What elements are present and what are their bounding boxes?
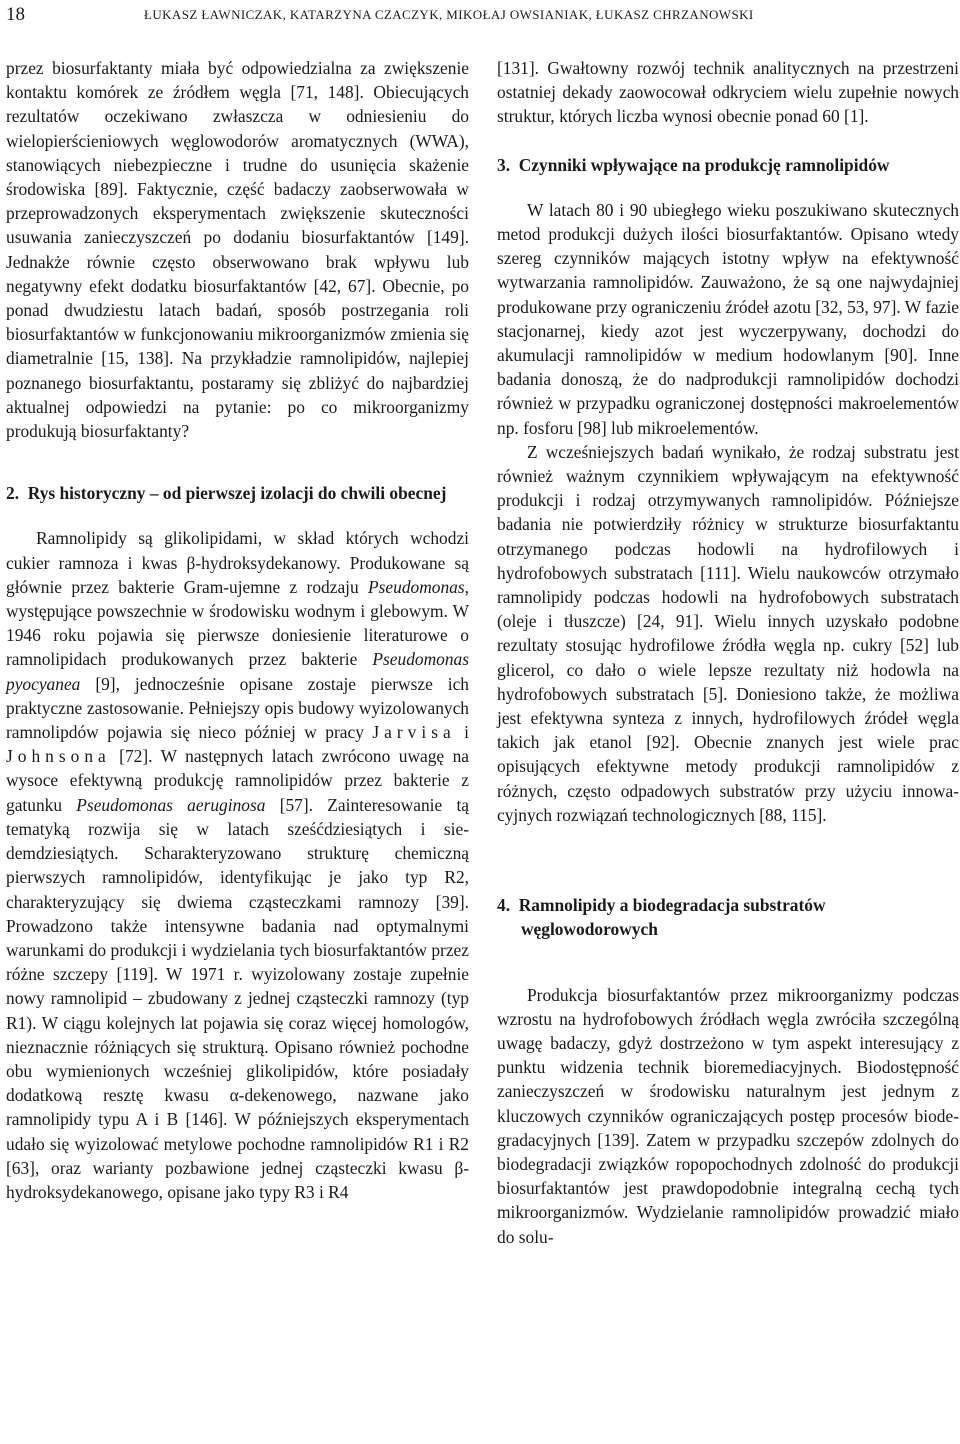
- spacer: [6, 505, 469, 526]
- species-name: Pseudomonas aeruginosa: [76, 794, 266, 815]
- section-4-title: Ramnolipidy a biodegradacja substratów węglowodorowych: [518, 895, 826, 940]
- spacer: [497, 129, 959, 153]
- spacer: [6, 443, 469, 481]
- text-run: [57]. Zainteresowanie tą tematyką rozwija się w latach sześćdziesiątych i siedemdziesiątych. Scharakteryzowano strukturę chemiczną pierwszych ramnolipidów, identyfikując je jako typ R2, charakteryzujący się dwiema cząsteczkami ramnozy [39]. Prowadzono także intensywne badania nad optymalnymi warunkami do produkcji i wydzielania tych biosurfaktantów przez różne szczepy [119]. W 1971 r. wyizolowany zostaje zupełnie nowy ramnolipid – zbudowany z jednej cząsteczki ramnozy (typ R1). W ciągu kolejnych lat pojawia się coraz więcej homologów, nieznacznie różniących się strukturą. Opisano również pochodne obu wymienionych wcześniej glikolipidów, które posiadały dodatkową resztę kwasu α-dekenowego, nazwane jako ramnolipidy typu A i B [146]. W późniejszych eksperymentach udało się wyizolować metylowe pochodne ramnolipidów R1 i R2 [63], oraz warianty pozbawione jednej cząsteczki kwasu β-hydroksydekanowego, opisane jako typy R3 i R4: [6, 794, 470, 1202]
- spacer: [497, 942, 959, 983]
- paragraph-factors: W latach 80 i 90 ubiegłego wieku poszukiwano skutecznych metod produkcji dużych ilości biosurfaktantów. Opisano wtedy szereg czynników mających istotny wpływ na efektywność wytwarzania ramnolipidów. Zauważono, że są one najwydajniej produkowane przy ograniczeniu źródeł azotu [32, 53, 97]. W fazie stacjonarnej, kiedy azot jest wyczerpywany, dochodzi do akumulacji ramnolipidów w medium hodowlanym [90]. Inne badania donoszą, że do nadprodukcji ramnolipidów dochodzi również w przypadku ograniczonej dostępności makroelementów np. fosforu [98] lub mikroelementów.: [497, 199, 959, 438]
- spacer: [497, 177, 959, 198]
- section-2-heading: [6, 481, 469, 505]
- paragraph-substrates: Z wcześniejszych badań wynikało, że rodzaj substratu jest również ważnym czynnikiem wpływającym na efektywność produkcji i rodzaj otrzymywanych ramnolipidów. Późniejsze badania nie potwierdziły różnicy w strukturze biosurfaktantu otrzymanego podczas hodowli na hydrofilowych i hydrofobowych substratach [111]. Wielu naukowców otrzymało ramnolipidy podczas hodowli na hydrofobowych substratach (oleje i tłuszcze) [24, 91]. Wielu innych uzyskało podobne rezultaty stosując hydrofilowe źródła węgla np. cukry [52] lub glicerol, co dało o wiele lepsze rezultaty niż hodowla na hydrofobowych substratach [5]. Doniesiono także, że możliwa jest efektywna synteza z innych, hydrofilowych źródeł węgla takich jak etanol [92]. Obecnie znanych jest wiele prac opisujących efektywne metody produkcji ramnolipidów z różnych, często odpadowych substratów przy użyciu innowacyjnych rozwiązań technologicznych [88, 115].: [497, 441, 959, 825]
- paragraph-history: [6, 526, 469, 1204]
- right-column: [497, 56, 959, 1249]
- author-name: Jarvisa: [372, 722, 456, 743]
- section-3-title: Czynniki wpływające na produkcję ramnolipidów: [518, 154, 890, 175]
- running-header: [6, 2, 954, 28]
- page-number: 18: [6, 4, 25, 25]
- paragraph-biodegradation: Produkcja biosurfaktantów przez mikroorganizmy podczas wzrostu na hydrofobowych źródłach węgla zwróciła szczególną uwagę badaczy, gdyż dostrzeżono w tym aspekt interesujący z punktu widzenia technik bioremediacyjnych. Biodostępność zanieczyszczeń w środowisku naturalnym jest jednym z kluczowych czynników ograniczających postęp procesów biodegradacyjnych [139]. Zatem w przypadku szczepów zdolnych do biodegradacji związków ropopochodnych zdolność do produkcji biosurfaktantów jest prawdopodobnie integralną cechą tych mikroorganizmów. Wydzielanie ramnolipidów prowadzić miało do solu-: [497, 984, 959, 1247]
- section-4-heading: [497, 893, 959, 941]
- species-name: Pseudomonas pyocyanea: [6, 649, 469, 694]
- running-header-authors: ŁUKASZ ŁAWNICZAK, KATARZYNA CZACZYK, MIKOŁAJ OWSIANIAK, ŁUKASZ CHRZANOWSKI: [144, 7, 754, 22]
- author-name: Johnsona: [6, 746, 111, 767]
- genus-name: Pseudomonas: [368, 576, 465, 597]
- section-2-number: 2.: [6, 483, 20, 504]
- text-run: i: [455, 722, 469, 743]
- paragraph-intro-continued: przez biosurfaktanty miała być odpowiedzialna za zwiększenie kontaktu komórek ze źródłem węgla [71, 148]. Obiecujących rezultatów oczekiwano zwłaszcza w odniesieniu do wielopierścieniowych węglowodorów aromatycznych (WWA), stanowiących niebezpieczne i trudne do usunięcia skażenie środowiska [89]. Faktycznie, część badaczy zaobserwowała w przeprowadzonych eksperymentach zwiększenie skuteczności usuwania zanieczyszczeń po dodaniu biosurfaktantów [149]. Jednakże równie często obserwowano brak wpływu lub negatywny efekt dodatku biosurfaktantów [42, 67]. Obecnie, po ponad dwudziestu latach badań, sposób postrzegania roli biosurfaktantów w funkcjonowaniu mikroorganizmów zmienia się diametralnie [15, 138]. Na przykładzie ramnolipidów, najlepiej poznanego biosurfaktantu, postaramy się zbliżyć do najbardziej aktualnej odpowiedzi na pytanie: po co mikroorganizmy produkują biosurfaktanty?: [6, 58, 469, 442]
- section-3-number: 3.: [497, 154, 511, 175]
- paragraph-section2-end: [131]. Gwałtowny rozwój technik analitycznych na przestrzeni ostatniej dekady zaowocował odkryciem wielu zupełnie nowych struktur, których liczba wynosi obecnie ponad 60 [1].: [497, 58, 959, 127]
- left-column: [6, 56, 469, 1204]
- section-4-number: 4.: [497, 895, 511, 916]
- text-run: [72]. W następnych latach zwrócono uwagę na wysoce efektywną produkcję ramnolipidów przez bakterie z gatunku: [6, 746, 469, 815]
- text-run: Ramnolipidy są glikolipidami, w skład których wchodzi cukier ramnoza i kwas β-hydroksydekanowy. Produkowane są głównie przez bakterie Gram-ujemne z rodzaju: [6, 528, 469, 597]
- spacer: [497, 827, 959, 893]
- section-3-heading: [497, 153, 959, 177]
- text-run: [9], jednocześnie opisane zostaje pierwsze ich praktyczne zastosowanie. Pełniejszy opis budowy wyizolowanych ramnolipdów pojawia się nieco później w pracy: [6, 673, 469, 743]
- section-2-title: Rys historyczny – od pierwszej izolacji do chwili obecnej: [27, 483, 447, 504]
- text-run: , występujące powszechnie w środowisku wodnym i glebowym. W 1946 roku pojawia się pierwsze doniesienie literaturowe o ramnolipidach produkowanych przez bakterie: [6, 576, 469, 670]
